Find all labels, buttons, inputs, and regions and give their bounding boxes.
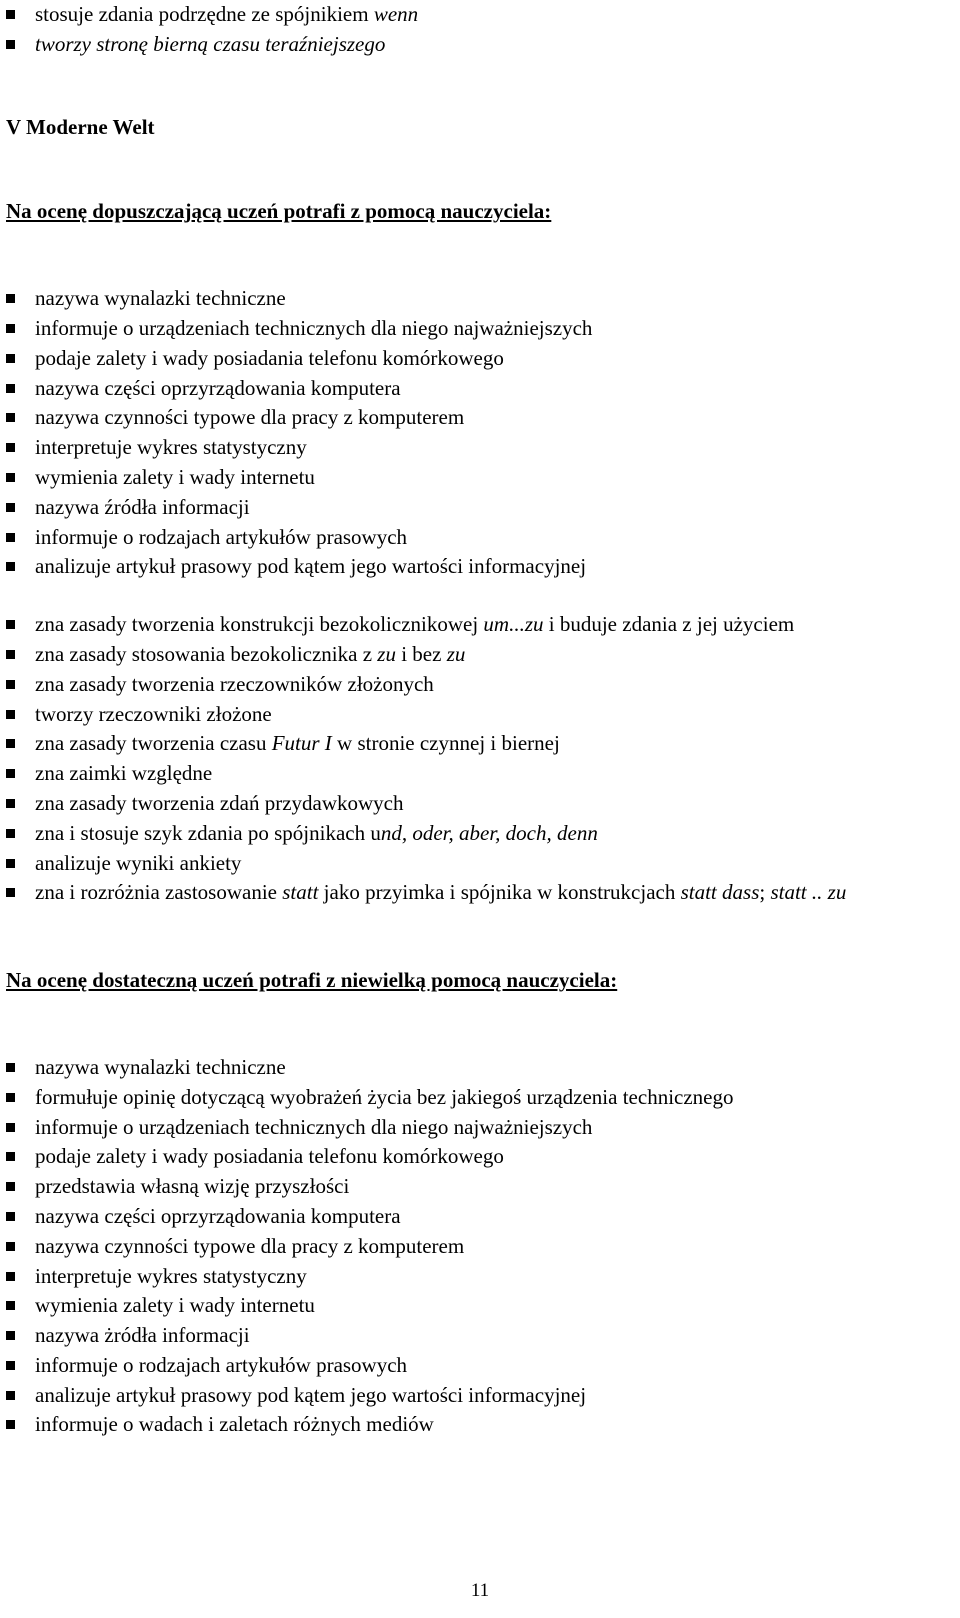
list-item: nazywa czynności typowe dla pracy z komputerem (6, 1232, 956, 1262)
list-item: podaje zalety i wady posiadania telefonu komórkowego (6, 344, 956, 374)
list-item: analizuje wyniki ankiety (6, 849, 956, 879)
list-item: nazywa czynności typowe dla pracy z komputerem (6, 403, 956, 433)
document-page (6, 0, 956, 1440)
list-item: zna zasady tworzenia konstrukcji bezokolicznikowej um...zu i buduje zdania z jej użyciem (6, 610, 956, 640)
list-item: informuje o urządzeniach technicznych dla niego najważniejszych (6, 1113, 956, 1143)
list-item: podaje zalety i wady posiadania telefonu komórkowego (6, 1142, 956, 1172)
list-item: zna zasady tworzenia czasu Futur I w stronie czynnej i biernej (6, 729, 956, 759)
list-item: nazywa części oprzyrządowania komputera (6, 1202, 956, 1232)
list-item: nazywa wynalazki techniczne (6, 1053, 956, 1083)
grade1-list-a (6, 284, 956, 582)
list-item: zna zasady tworzenia zdań przydawkowych (6, 789, 956, 819)
list-item: formułuje opinię dotyczącą wyobrażeń życia bez jakiegoś urządzenia technicznego (6, 1083, 956, 1113)
top-bullet-list (6, 0, 956, 60)
grade2-list (6, 1053, 956, 1440)
list-item: informuje o rodzajach artykułów prasowych (6, 1351, 956, 1381)
list-item: zna i rozróżnia zastosowanie statt jako przyimka i spójnika w konstrukcjach statt dass; statt .. zu (6, 878, 956, 908)
page-number: 11 (470, 1580, 490, 1601)
list-item: nazywa żródła informacji (6, 1321, 956, 1351)
grade-heading-dopuszczajaca: Na ocenę dopuszczającą uczeń potrafi z pomocą nauczyciela: (6, 199, 552, 224)
list-item: analizuje artykuł prasowy pod kątem jego wartości informacyjnej (6, 552, 956, 582)
list-item: nazywa źródła informacji (6, 493, 956, 523)
list-item: wymienia zalety i wady internetu (6, 1291, 956, 1321)
list-item: wymienia zalety i wady internetu (6, 463, 956, 493)
section-title: V Moderne Welt (6, 114, 155, 139)
list-item: tworzy rzeczowniki złożone (6, 700, 956, 730)
list-item: zna zasady tworzenia rzeczowników złożonych (6, 670, 956, 700)
grade1-list-b (6, 610, 956, 908)
list-item: analizuje artykuł prasowy pod kątem jego wartości informacyjnej (6, 1381, 956, 1411)
list-item: zna zasady stosowania bezokolicznika z zu i bez zu (6, 640, 956, 670)
list-item: przedstawia własną wizję przyszłości (6, 1172, 956, 1202)
list-item: nazywa części oprzyrządowania komputera (6, 374, 956, 404)
list-item: informuje o wadach i zaletach różnych mediów (6, 1410, 956, 1440)
list-item: interpretuje wykres statystyczny (6, 433, 956, 463)
list-item: stosuje zdania podrzędne ze spójnikiem wenn (6, 0, 956, 30)
grade-heading-dostateczna: Na ocenę dostateczną uczeń potrafi z niewielką pomocą nauczyciela: (6, 968, 618, 993)
list-item: informuje o rodzajach artykułów prasowych (6, 523, 956, 553)
list-item: zna zaimki względne (6, 759, 956, 789)
list-item: informuje o urządzeniach technicznych dla niego najważniejszych (6, 314, 956, 344)
list-item: interpretuje wykres statystyczny (6, 1262, 956, 1292)
list-item: zna i stosuje szyk zdania po spójnikach und, oder, aber, doch, denn (6, 819, 956, 849)
list-item: tworzy stronę bierną czasu teraźniejszego (6, 30, 956, 60)
list-item: nazywa wynalazki techniczne (6, 284, 956, 314)
